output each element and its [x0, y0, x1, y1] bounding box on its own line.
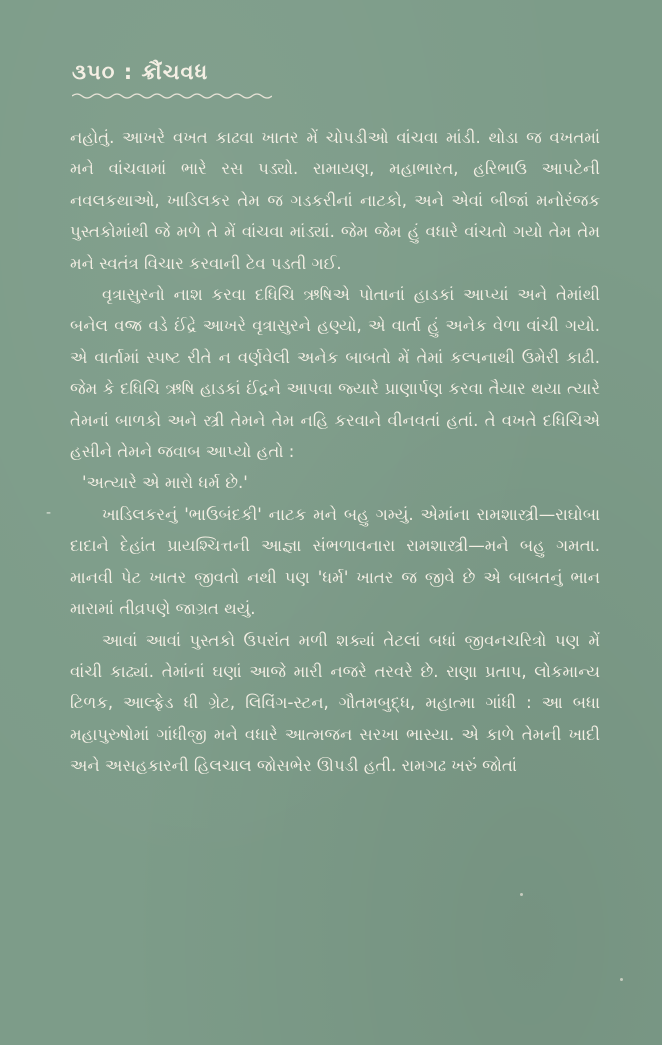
quoted-line: 'અત્યારે એ મારો ધર્મ છે.' [82, 473, 248, 493]
paragraph: વૃત્રાસુરનો નાશ કરવા દધિચિ ઋષિએ પોતાનાં હાડકાં આપ્યાં અને તેમાંથી બનેલ વજ્ર વડે ઈંદ્રે આખરે વૃત્રાસુરને હણ્યો, એ વાર્તા હું અનેક વેળા વાંચી ગયો. એ વાર્તામાં સ્પષ્ટ રીતે ન વર્ણવેલી અનેક બાબતો મેં તેમાં કલ્પનાથી ઉમેરી કાઢી. જેમ કે દધિચિ ઋષિ હાડકાં ઈંદ્રને આપવા જ્યારે પ્રાણાર્પણ કરવા તૈયાર થયા ત્યારે તેમનાં બાળકો અને સ્ત્રી તેમને તેમ નહિ કરવાને વીનવતાં હતાં. તે વખતે દધિચિએ હસીને તેમને જવાબ આપ્યો હતો : [70, 285, 600, 462]
page-number: ૩૫૦ [72, 60, 116, 84]
running-header [72, 60, 208, 85]
paragraph: નહોતું. આખરે વખત કાઢવા ખાતર મેં ચોપડીઓ વાંચવા માંડી. થોડા જ વખતમાં મને વાંચવામાં ભારે રસ પડ્યો. રામાયણ, મહાભારત, હરિભાઉ આપટેની નવલકથાઓ, ખાડિલકર તેમ જ ગડકરીનાં નાટકો, અને એવાં બીજાં મનોરંજક પુસ્તકોમાંથી જે મળે તે મેં વાંચવા માંડ્યાં. જેમ જેમ હું વધારે વાંચતો ગયો તેમ તેમ મને સ્વતંત્ર વિચાર કરવાની ટેવ પડતી ગઈ. [70, 128, 600, 273]
wavy-underline [72, 92, 272, 100]
paragraph: ખાડિલકરનું 'ભાઉબંદકી' નાટક મને બહુ ગમ્યું. એમાંના રામશાસ્ત્રી—રાઘોબા દાદાને દેહાંત પ્રાયશ્ચિત્તની આજ્ઞા સંભળાવનારા રામશાસ્ત્રી—મને બહુ ગમતા. માનવી પેટ ખાતર જીવતો નથી પણ 'ધર્મ' ખાતર જ જીવે છે એ બાબતનું ભાન મારામાં તીવ્રપણે જાગ્રત થયું. [70, 504, 600, 619]
margin-mark: - [46, 505, 52, 521]
paper-speck [620, 978, 623, 981]
running-title: ક્રૌંચવધ [141, 60, 209, 84]
body-text [70, 122, 600, 782]
header-separator: : [123, 60, 134, 84]
paragraph: આવાં આવાં પુસ્તકો ઉપરાંત મળી શક્યાં તેટલાં બધાં જીવનચરિત્રો પણ મેં વાંચી કાઢ્યાં. તેમાંનાં ઘણાં આજે મારી નજરે તરવરે છે. રાણા પ્રતાપ, લોકમાન્ય ટિળક, આલ્ફ્રેડ ધી ગ્રેટ, લિવિંગ-સ્ટન, ગૌતમબુદ્ધ, મહાત્મા ગાંધી : આ બધા મહાપુરુષોમાં ગાંધીજી મને વધારે આત્મજન સરખા ભાસ્યા. એ કાળે તેમની ખાદી અને અસહકારની હિલચાલ જોસભેર ઊપડી હતી. રામગઢ ખરું જોતાં [70, 630, 600, 776]
paper-speck [520, 893, 523, 896]
